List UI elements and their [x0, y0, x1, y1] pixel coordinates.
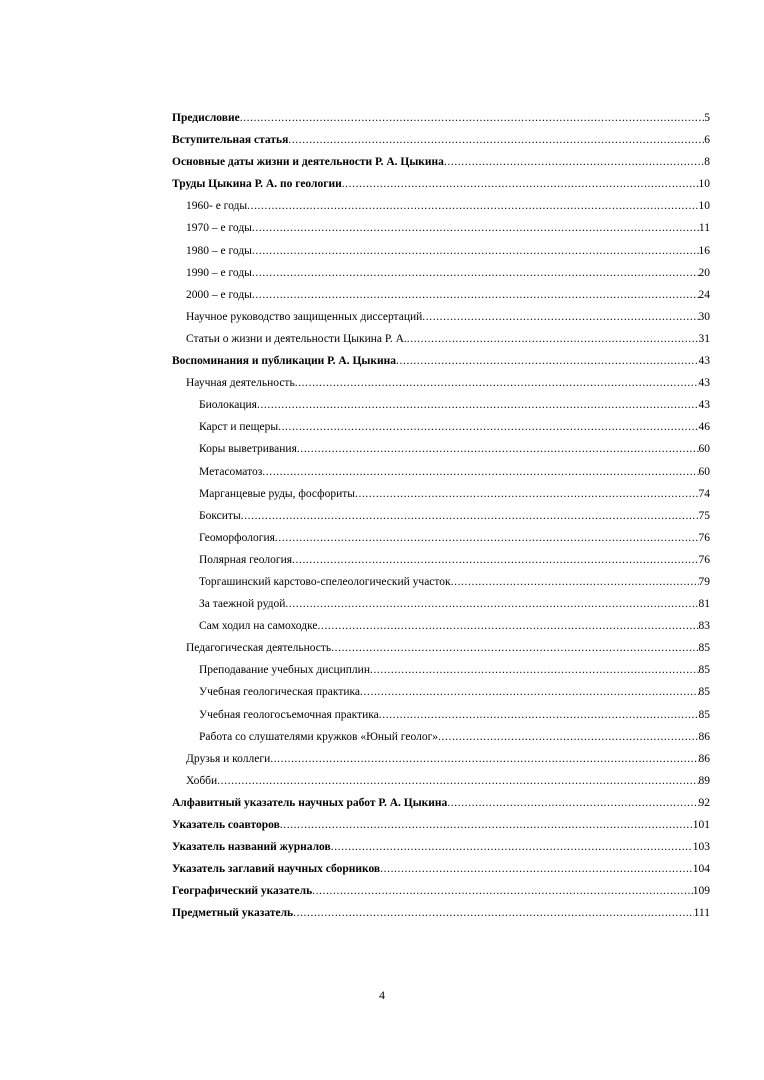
toc-entry-page: 86	[698, 752, 710, 765]
toc-entry-title: Указатель заглавий научных сборников	[172, 863, 381, 876]
toc-entry-page: 16	[698, 244, 710, 257]
toc-dot-leader	[247, 195, 698, 217]
toc-entry-page: 43	[698, 355, 710, 368]
toc-entry-page: 31	[698, 332, 710, 345]
toc-entry-title: Труды Цыкина Р. А. по геологии	[172, 178, 342, 191]
toc-entry-page: 60	[698, 443, 710, 456]
toc-entry-title: Указатель соавторов	[172, 819, 280, 831]
toc-dot-leader	[447, 792, 698, 814]
toc-entry[interactable]	[172, 505, 710, 527]
toc-entry-title: Торгашинский карстово-спелеологический участок	[199, 575, 451, 588]
toc-entry-title: Предметный указатель	[172, 907, 294, 920]
toc-entry-title: Алфавитный указатель научных работ Р. А. Цыкина	[172, 796, 448, 809]
toc-entry-page: 43	[698, 377, 710, 390]
toc-entry-title: За таежной рудой	[199, 598, 286, 611]
toc-entry-title: Марганцевые руды, фосфориты	[199, 487, 355, 500]
toc-entry-page: 60	[698, 465, 710, 478]
toc-entry-title: 1990 – е годы	[186, 266, 252, 279]
toc-entry-page: 111	[693, 907, 710, 920]
toc-dot-leader	[355, 483, 699, 505]
toc-entry[interactable]	[172, 571, 710, 593]
toc-dot-leader	[379, 704, 699, 726]
toc-dot-leader	[407, 328, 699, 350]
table-of-contents	[172, 107, 710, 924]
toc-dot-leader	[370, 659, 699, 681]
toc-dot-leader	[331, 836, 693, 858]
toc-entry-title: Преподавание учебных дисциплин	[199, 664, 370, 677]
toc-dot-leader	[275, 527, 699, 549]
toc-entry-title: Работа со слушателями кружков «Юный геолог»	[199, 730, 439, 743]
toc-entry-page: 85	[698, 686, 710, 699]
toc-dot-leader	[217, 770, 698, 792]
toc-entry[interactable]	[172, 461, 710, 483]
toc-entry-title: Основные даты жизни и деятельности Р. А. Цыкина	[172, 156, 444, 169]
toc-entry[interactable]	[172, 704, 710, 726]
toc-entry-page: 30	[698, 310, 710, 323]
toc-dot-leader	[280, 814, 693, 836]
toc-dot-leader	[396, 350, 698, 372]
toc-entry-page: 5	[704, 112, 710, 124]
toc-entry-title: 1960- е годы	[186, 200, 248, 213]
toc-entry-title: 2000 – е годы	[186, 288, 252, 301]
toc-entry-page: 92	[698, 796, 710, 809]
toc-entry[interactable]	[172, 328, 710, 350]
toc-entry-page: 20	[698, 266, 710, 279]
toc-entry-page: 81	[698, 598, 710, 611]
toc-entry-title: Друзья и коллеги	[186, 752, 271, 765]
toc-entry-page: 89	[698, 774, 710, 787]
toc-entry-page: 10	[698, 200, 710, 213]
toc-entry-title: Карст и пещеры	[199, 421, 279, 434]
toc-entry-title: Статьи о жизни и деятельности Цыкина Р. А.	[186, 332, 407, 345]
toc-entry-page: 6	[704, 134, 710, 147]
toc-entry-page: 43	[698, 399, 710, 412]
toc-entry[interactable]	[172, 372, 710, 394]
toc-dot-leader	[270, 748, 698, 770]
toc-entry-page: 10	[698, 178, 710, 191]
toc-entry-page: 76	[698, 553, 710, 566]
toc-entry-page: 103	[692, 841, 710, 854]
toc-entry[interactable]	[172, 593, 710, 615]
toc-entry[interactable]	[172, 284, 710, 306]
toc-entry-title: Сам ходил на самоходке	[199, 620, 318, 633]
toc-entry[interactable]	[172, 107, 710, 129]
toc-dot-leader	[297, 438, 699, 460]
toc-entry-title: Учебная геологосъемочная практика	[199, 708, 379, 721]
toc-dot-leader	[444, 151, 704, 173]
toc-dot-leader	[318, 615, 699, 637]
toc-entry[interactable]	[172, 527, 710, 549]
toc-entry[interactable]	[172, 814, 710, 836]
toc-entry[interactable]	[172, 416, 710, 438]
toc-dot-leader	[451, 571, 699, 593]
toc-entry[interactable]	[172, 726, 710, 748]
toc-entry-title: Полярная геология	[199, 553, 293, 566]
toc-dot-leader	[360, 681, 698, 703]
toc-dot-leader	[312, 880, 693, 902]
toc-entry-title: Научное руководство защищенных диссертаций	[186, 310, 423, 323]
toc-entry[interactable]	[172, 549, 710, 571]
toc-entry[interactable]	[172, 217, 710, 239]
toc-entry[interactable]	[172, 350, 710, 372]
toc-entry[interactable]	[172, 748, 710, 770]
toc-entry-page: 104	[692, 863, 710, 876]
toc-entry-title: Научная деятельность	[186, 377, 295, 390]
toc-entry-page: 79	[698, 575, 710, 588]
toc-entry[interactable]	[172, 637, 710, 659]
toc-entry[interactable]	[172, 681, 710, 703]
toc-entry[interactable]	[172, 438, 710, 460]
toc-entry-page: 46	[698, 421, 710, 434]
toc-entry[interactable]	[172, 262, 710, 284]
toc-entry-title: Предисловие	[172, 112, 240, 124]
toc-dot-leader	[422, 306, 698, 328]
toc-dot-leader	[293, 902, 693, 924]
toc-dot-leader	[252, 262, 699, 284]
toc-entry-page: 83	[698, 620, 710, 633]
toc-entry[interactable]	[172, 836, 710, 858]
toc-entry-title: Педагогическая деятельность	[186, 642, 332, 655]
toc-entry[interactable]	[172, 129, 710, 151]
toc-entry-title: Указатель названий журналов	[172, 841, 331, 854]
toc-entry[interactable]	[172, 902, 710, 924]
toc-entry-page: 101	[692, 819, 710, 831]
toc-entry[interactable]	[172, 659, 710, 681]
toc-entry-page: 76	[698, 531, 710, 544]
toc-entry[interactable]	[172, 615, 710, 637]
toc-entry[interactable]	[172, 306, 710, 328]
toc-entry-title: Геоморфология	[199, 531, 275, 544]
toc-entry-title: Географический указатель	[172, 885, 313, 898]
toc-entry-title: Воспоминания и публикации Р. А. Цыкина	[172, 355, 397, 368]
toc-entry[interactable]	[172, 483, 710, 505]
toc-entry[interactable]	[172, 858, 710, 880]
toc-entry-title: 1980 – е годы	[186, 244, 252, 257]
toc-entry[interactable]	[172, 394, 710, 416]
toc-entry-page: 8	[704, 156, 710, 169]
toc-dot-leader	[285, 593, 698, 615]
toc-dot-leader	[438, 726, 698, 748]
toc-dot-leader	[295, 372, 699, 394]
toc-entry-title: Вступительная статья	[172, 134, 289, 147]
toc-entry[interactable]	[172, 792, 710, 814]
toc-entry-title: Хобби	[186, 774, 218, 787]
toc-entry[interactable]	[172, 770, 710, 792]
toc-entry-page: 109	[692, 885, 710, 898]
toc-dot-leader	[278, 416, 698, 438]
toc-dot-leader	[292, 549, 698, 571]
toc-dot-leader	[257, 394, 699, 416]
toc-entry[interactable]	[172, 195, 710, 217]
toc-dot-leader	[331, 637, 698, 659]
toc-entry[interactable]	[172, 240, 710, 262]
toc-entry-page: 24	[698, 288, 710, 301]
toc-entry[interactable]	[172, 173, 710, 195]
toc-entry-title: Коры выветривания	[199, 443, 297, 456]
toc-entry-title: Биолокация	[199, 399, 257, 412]
toc-entry-title: Учебная геологическая практика	[199, 686, 361, 699]
toc-entry-page: 11	[698, 222, 710, 235]
toc-dot-leader	[380, 858, 693, 880]
toc-entry-title: 1970 – е годы	[186, 222, 252, 235]
toc-dot-leader	[240, 107, 705, 129]
toc-dot-leader	[252, 217, 699, 239]
toc-entry-page: 85	[698, 664, 710, 677]
toc-entry-page: 74	[698, 487, 710, 500]
toc-entry-page: 85	[698, 708, 710, 721]
toc-dot-leader	[262, 461, 698, 483]
page-number: 4	[379, 988, 385, 1002]
toc-entry-page: 75	[698, 509, 710, 522]
toc-dot-leader	[252, 284, 699, 306]
toc-dot-leader	[252, 240, 699, 262]
toc-dot-leader	[342, 173, 699, 195]
toc-entry[interactable]	[172, 880, 710, 902]
toc-dot-leader	[288, 129, 704, 151]
toc-entry-title: Метасоматоз	[199, 465, 263, 478]
toc-entry[interactable]	[172, 151, 710, 173]
toc-entry-title: Бокситы	[199, 509, 241, 522]
toc-entry-page: 86	[698, 730, 710, 743]
toc-dot-leader	[241, 505, 699, 527]
toc-entry-page: 85	[698, 642, 710, 655]
